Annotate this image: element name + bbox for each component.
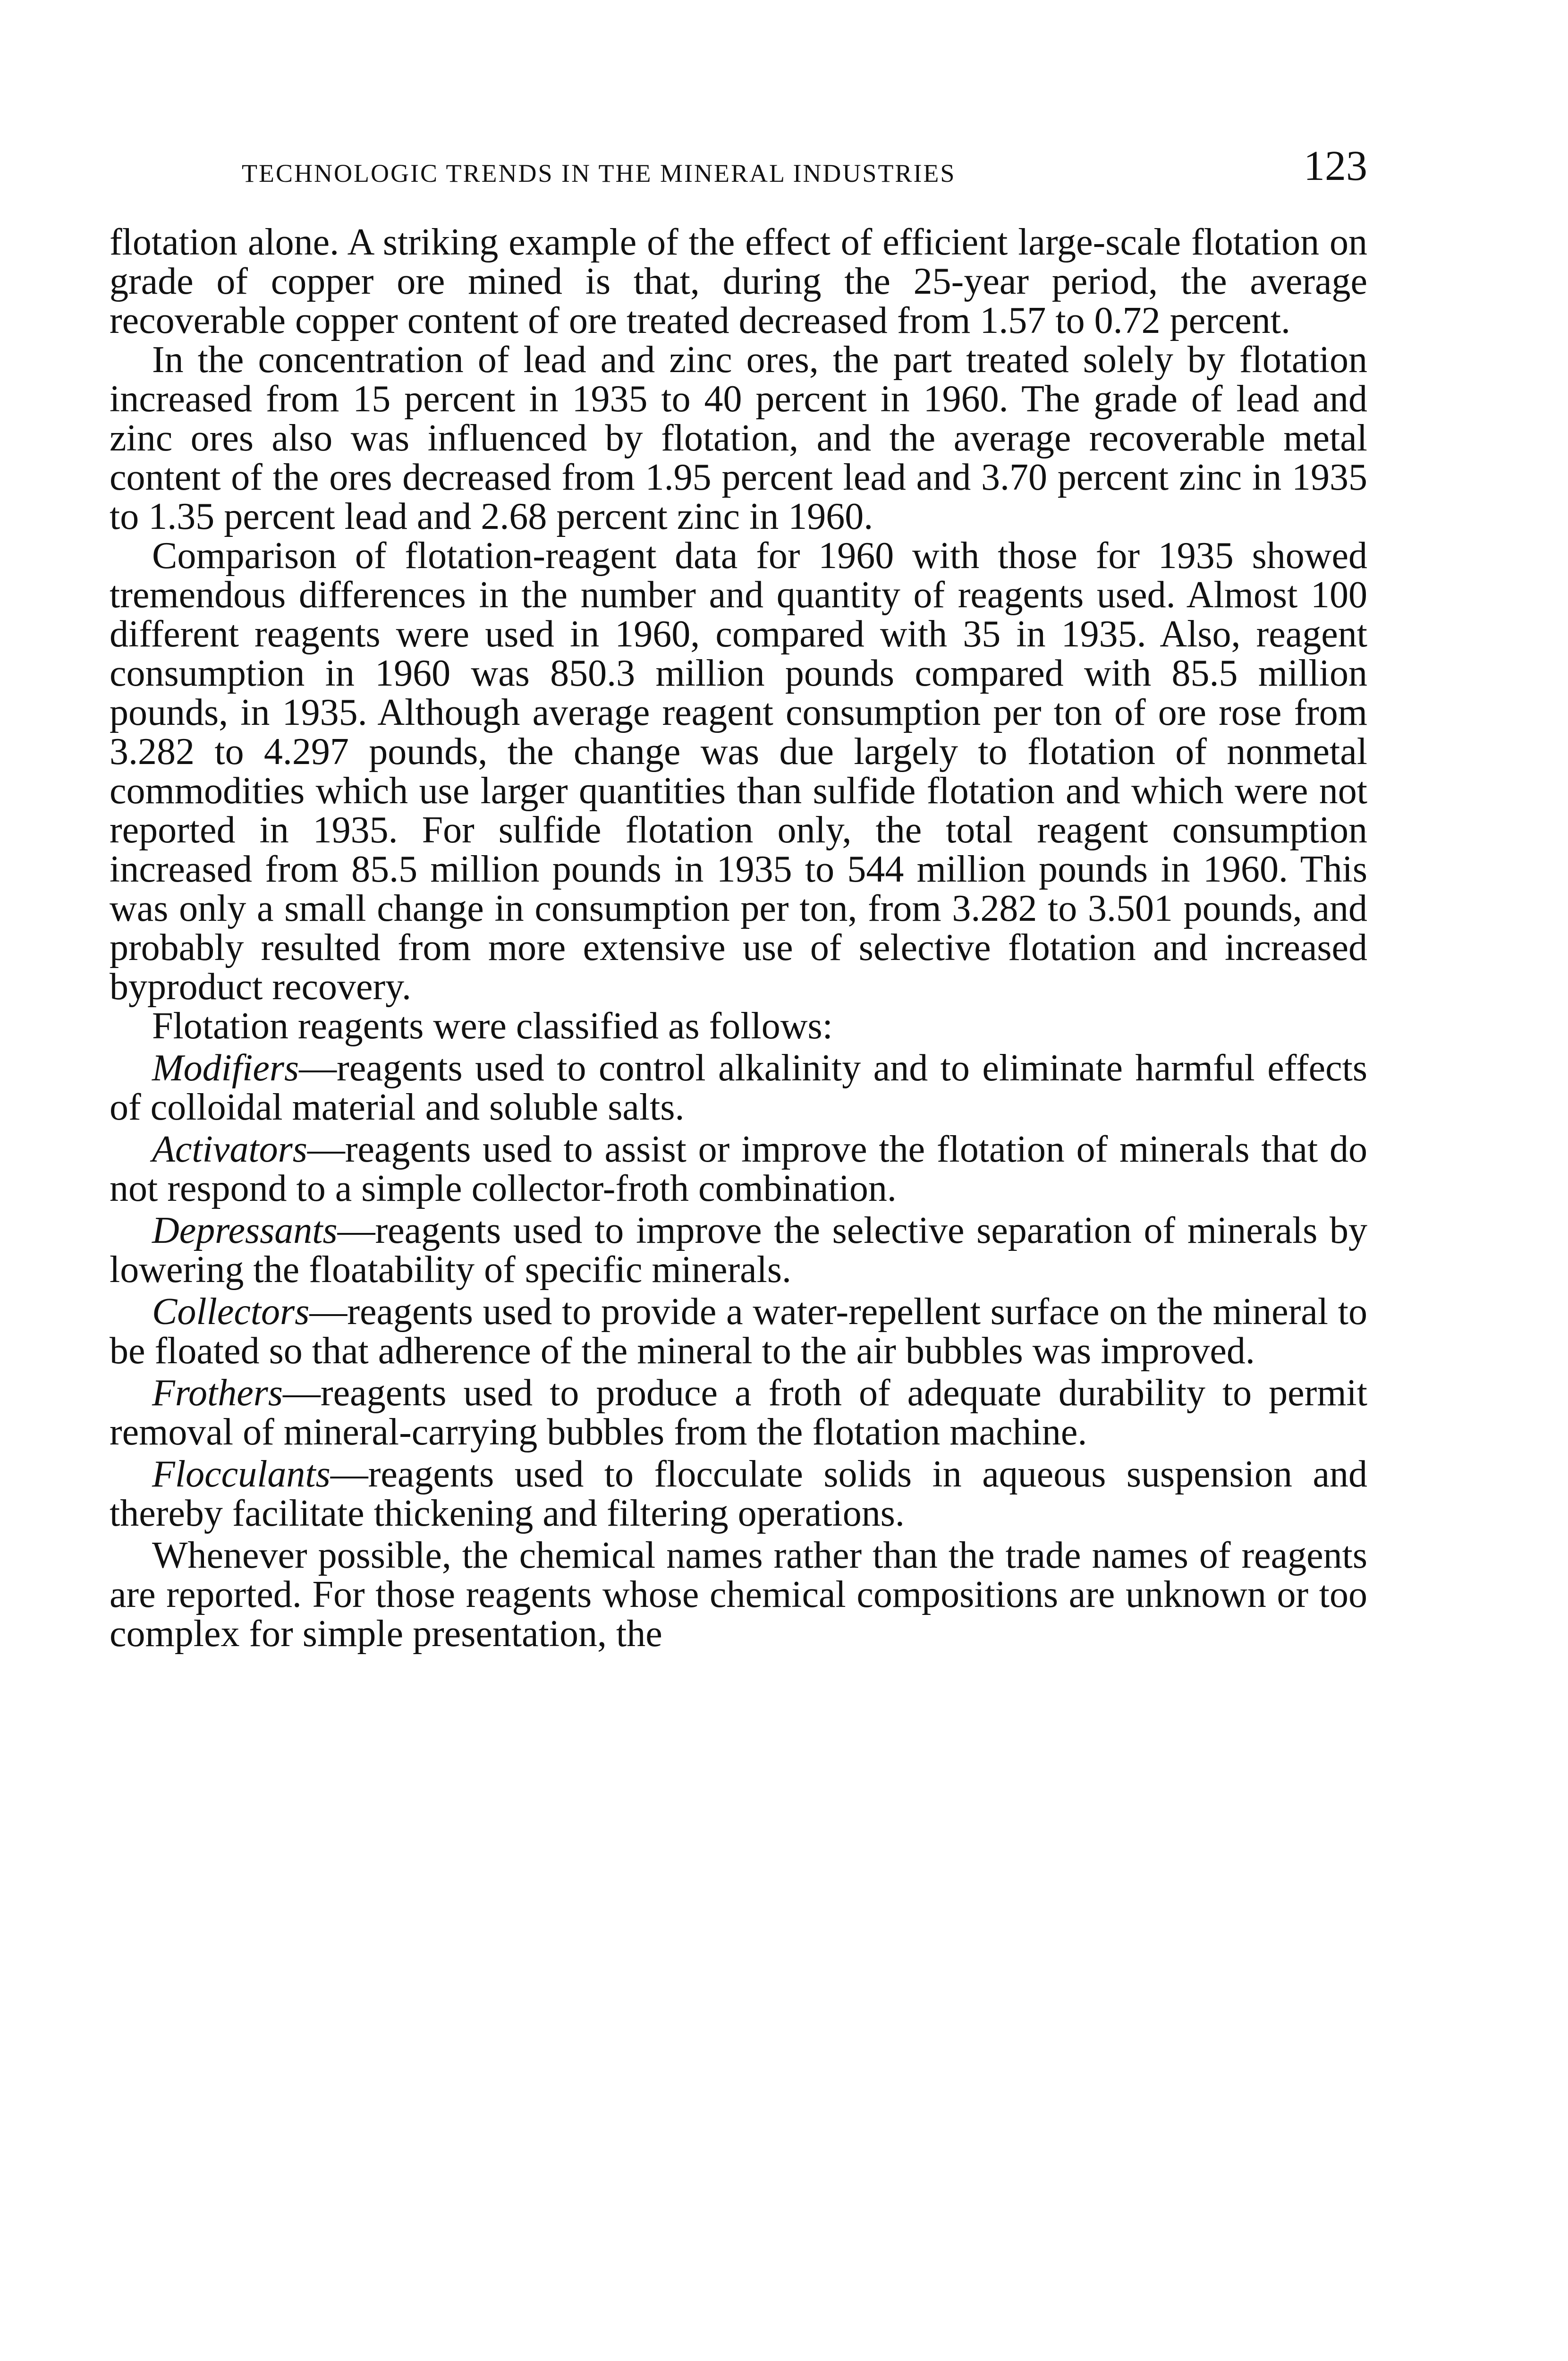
definition-text: —reagents used to improve the selective separation of minerals by lowering the floatability of specific minerals.	[110, 1210, 1367, 1291]
definition-text: —reagents used to assist or improve the flotation of minerals that do not respond to a simple collector-froth combination.	[110, 1129, 1367, 1209]
definition-term: Depressants	[152, 1210, 338, 1251]
definition-text: —reagents used to control alkalinity and to eliminate harmful effects of colloidal material and soluble salts.	[110, 1047, 1367, 1128]
page-number: 123	[1304, 143, 1367, 189]
definition-depressants	[110, 1211, 1367, 1290]
running-title: TECHNOLOGIC TRENDS IN THE MINERAL INDUSTRIES	[242, 159, 956, 187]
definition-text: —reagents used to flocculate solids in aqueous suspension and thereby facilitate thickening and filtering operations.	[110, 1453, 1367, 1534]
definition-frothers	[110, 1374, 1367, 1452]
definition-term: Activators	[152, 1129, 307, 1170]
definition-term: Flocculants	[152, 1453, 331, 1495]
paragraph-chemical-names: Whenever possible, the chemical names rather than the trade names of reagents are reported. For those reagents whose chemical compositions are unknown or too complex for simple presentation, the	[110, 1535, 1367, 1655]
definition-text: —reagents used to provide a water-repellent surface on the mineral to be floated so that adherence of the mineral to the air bubbles was improved.	[110, 1291, 1367, 1372]
body-text	[110, 223, 1367, 1654]
paragraph-lead-zinc: In the concentration of lead and zinc ores, the part treated solely by flotation increased from 15 percent in 1935 to 40 percent in 1960. The grade of lead and zinc ores also was influenced by flotation, and the average recoverable metal content of the ores decreased from 1.95 percent lead and 3.70 percent zinc in 1935 to 1.35 percent lead and 2.68 percent zinc in 1960.	[110, 339, 1367, 537]
definition-flocculants	[110, 1455, 1367, 1533]
paragraph-classification-intro: Flotation reagents were classified as follows:	[152, 1005, 833, 1047]
definition-modifiers	[110, 1049, 1367, 1127]
running-head	[110, 142, 1367, 198]
definition-term: Frothers	[152, 1372, 283, 1414]
definition-text: —reagents used to produce a froth of adequate durability to permit removal of mineral-carrying bubbles from the flotation machine.	[110, 1372, 1367, 1453]
definition-collectors	[110, 1292, 1367, 1371]
book-page	[110, 142, 1367, 1654]
paragraph-continued: flotation alone. A striking example of the effect of efficient large-scale flotation on grade of copper ore mined is that, during the 25-year period, the average recoverable copper content of ore treated decreased from 1.57 to 0.72 percent.	[110, 221, 1367, 341]
definition-activators	[110, 1130, 1367, 1208]
paragraph-reagent-comparison: Comparison of flotation-reagent data for 1960 with those for 1935 showed tremendous differences in the number and quantity of reagents used. Almost 100 different reagents were used in 1960, compared with 35 in 1935. Also, reagent consumption in 1960 was 850.3 million pounds compared with 85.5 million pounds, in 1935. Although average reagent consumption per ton of ore rose from 3.282 to 4.297 pounds, the change was due largely to flotation of nonmetal commodities which use larger quantities than sulfide flotation and which were not reported in 1935. For sulfide flotation only, the total reagent consumption increased from 85.5 million pounds in 1935 to 544 million pounds in 1960. This was only a small change in consumption per ton, from 3.282 to 3.501 pounds, and probably resulted from more extensive use of selective flotation and increased byproduct recovery.	[110, 535, 1367, 1008]
definition-term: Collectors	[152, 1291, 310, 1333]
definition-term: Modifiers	[152, 1047, 299, 1089]
